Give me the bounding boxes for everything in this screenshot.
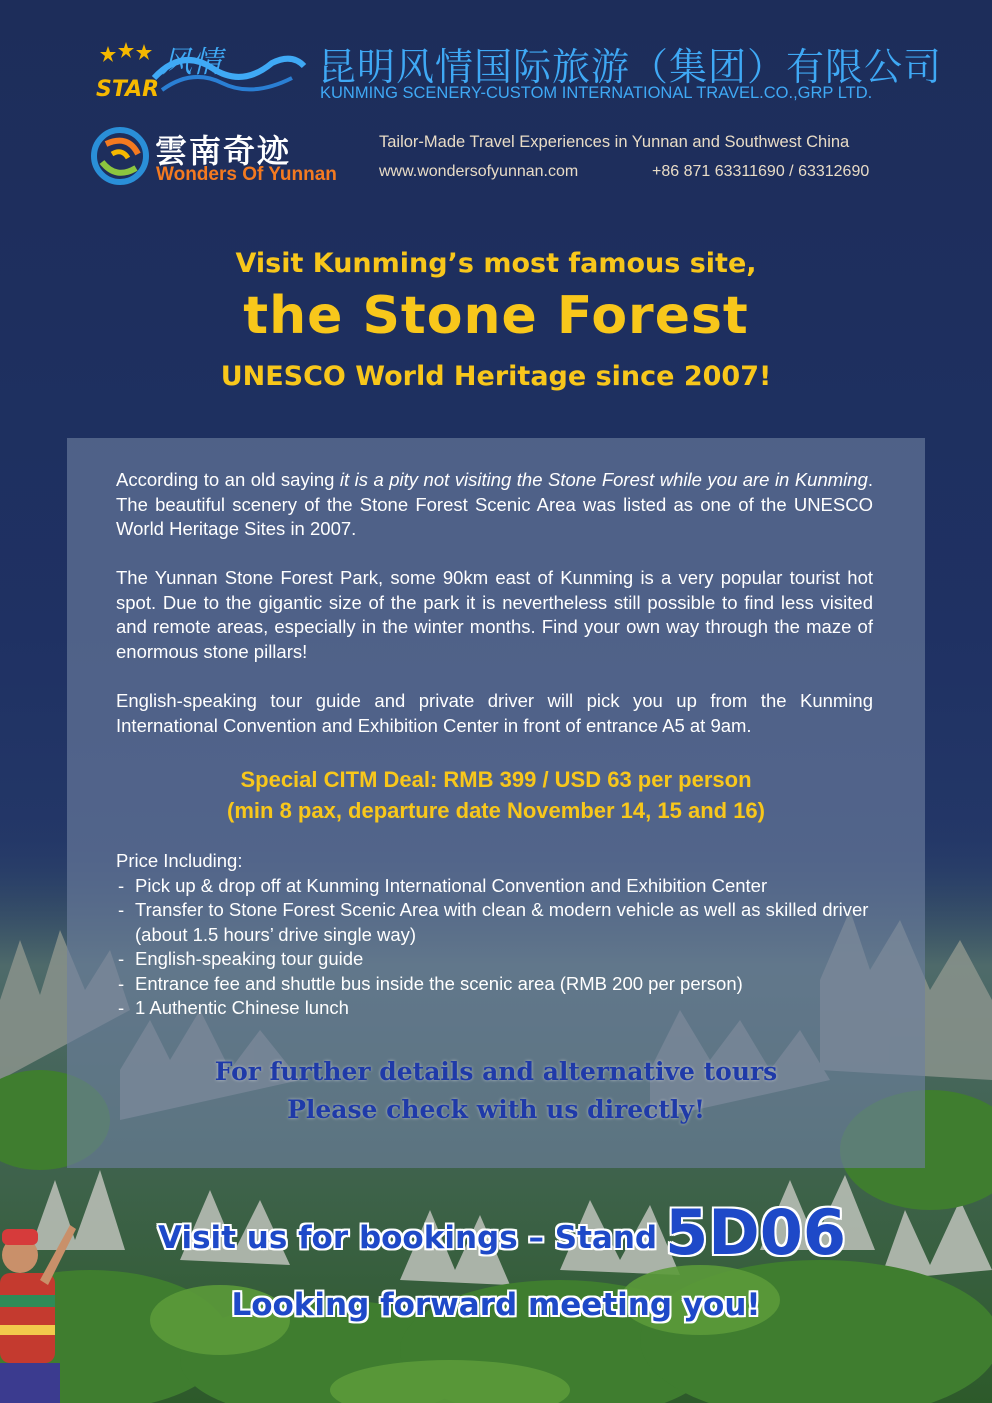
paragraph-saying (116, 468, 873, 542)
deal-conditions: (min 8 pax, departure date November 14, 15 and 16) (227, 798, 765, 823)
paragraph-saying-end: . The beautiful scenery of the Stone Forest Scenic Area was listed as one of the UNESCO World Heritage Sites in 2007. (116, 469, 873, 539)
headline-line-3: UNESCO World Heritage since 2007! (220, 361, 772, 392)
cta-details: For further details and alternative tours (214, 1057, 778, 1086)
brand-chinese: 雲南奇迹 (155, 132, 292, 170)
visit-text: Visit us for bookings – Stand (158, 1220, 658, 1256)
company-name-chinese: 昆明风情国际旅游（集团）有限公司 (318, 45, 943, 89)
list-item: - 1 Authentic Chinese lunch (116, 996, 896, 1021)
website-link[interactable]: www.wondersofyunnan.com (379, 163, 579, 180)
paragraph-saying-start: According to an old saying (116, 469, 340, 490)
headline-line-1: Visit Kunming’s most famous site, (235, 248, 757, 279)
saying-quote: it is a pity not visiting the Stone Forest while you are in Kunming (339, 469, 868, 490)
price-includes (116, 849, 896, 1021)
list-item: - Entrance fee and shuttle bus inside the scenic area (RMB 200 per person) (116, 972, 896, 997)
includes-list (116, 874, 896, 1021)
star-logo-text: STAR (96, 77, 160, 102)
star-logo (92, 38, 307, 104)
list-item: - Pick up & drop off at Kunming International Convention and Exhibition Center (116, 874, 896, 899)
cta-contact: Please check with us directly! (287, 1095, 705, 1124)
phone-number: +86 871 63311690 / 63312690 (652, 163, 870, 180)
paragraph-pickup: English-speaking tour guide and private driver will pick you up from the Kunming International Convention and Exhibition Center in front of entrance A5 at 9am. (116, 690, 873, 736)
stand-number: 5D06 (665, 1196, 846, 1269)
list-item: - Transfer to Stone Forest Scenic Area with clean & modern vehicle as well as skilled driver (about 1.5 hours’ drive single way) (116, 898, 896, 947)
visit-stand (158, 1196, 918, 1269)
deal-price: Special CITM Deal: RMB 399 / USD 63 per person (240, 767, 752, 792)
svg-text:风情: 风情 (162, 45, 222, 80)
tagline: Tailor-Made Travel Experiences in Yunnan and Southwest China (379, 133, 850, 151)
list-item: - English-speaking tour guide (116, 947, 896, 972)
paragraph-park: The Yunnan Stone Forest Park, some 90km east of Kunming is a very popular tourist hot spot. Due to the gigantic size of the park it is nevertheless still possible to find less visited and remote areas, especially in the winter months. Find your own way through the maze of enormous stone pillars! (116, 567, 873, 662)
includes-heading: Price Including: (116, 850, 243, 871)
company-name-english: KUNMING SCENERY-CUSTOM INTERNATIONAL TRAVEL.CO.,GRP LTD. (320, 84, 873, 102)
closing-line: Looking forward meeting you! (231, 1287, 761, 1323)
brand-english: Wonders Of Yunnan (156, 164, 337, 185)
headline-title: the Stone Forest (243, 286, 749, 346)
